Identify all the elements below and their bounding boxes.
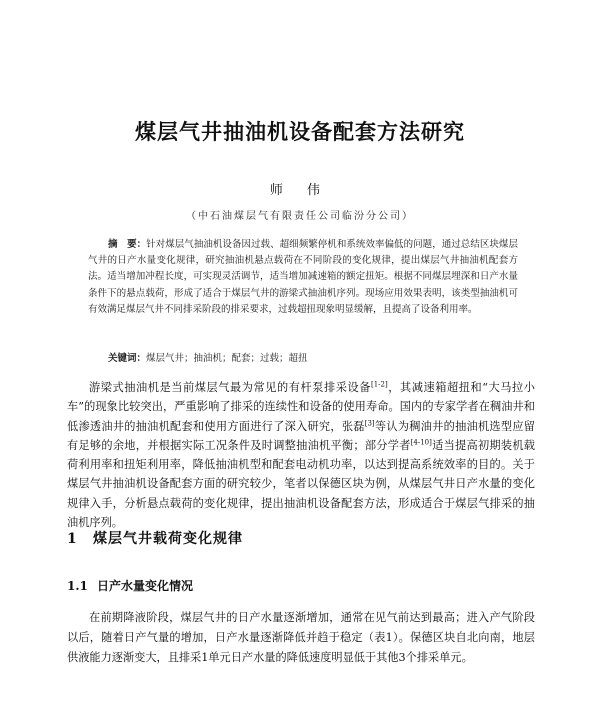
abstract bbox=[88, 237, 518, 318]
section-title: 煤层气井载荷变化规律 bbox=[93, 531, 243, 547]
abstract-label: 摘 要： bbox=[108, 239, 147, 250]
paper-title: 煤层气井抽油机设备配套方法研究 bbox=[135, 120, 465, 144]
subsection-title: 日产水量变化情况 bbox=[97, 579, 194, 593]
intro-text-4: 适当提高初期装机载荷利用率和扭矩利用率，降低抽油机型和配套电动机功率，以达到提高系统效率的目的。关于煤层气井抽油机设备配套方面的研究较少，笔者以保德区块为例，从煤层气井日产水量的变化规律入手，分析悬点载荷的变化规律，提出抽油机设备配套方法，形成适合于煤层气排采的抽油机序列。 bbox=[67, 438, 535, 530]
intro-text-2: ，其减速箱超扭和“大马拉小车”的现象比较突出，严重影响了排采的连续性和设备的使用寿命。国内的专家学者在稠油井和低渗透油井的抽油机配套和使用方面进行了深入研究，张磊 bbox=[67, 381, 535, 433]
introduction-paragraph bbox=[67, 378, 535, 532]
keywords-text: 煤层气井；抽油机；配套；过载；超扭 bbox=[146, 353, 308, 364]
subsection-heading bbox=[67, 577, 193, 594]
citation-ref: [3] bbox=[364, 418, 375, 427]
subsection-number: 1.1 bbox=[67, 579, 88, 593]
subsection-paragraph: 在前期降液阶段，煤层气井的日产水量逐渐增加，通常在见气前达到最高；进入产气阶段以后，随着日产气量的增加，日产水量逐渐降低并趋于稳定（表1）。保德区块自北向南，地层供液能力逐渐变大，且排采1单元日产水量的降低速度明显低于其他3个排采单元。 bbox=[67, 611, 535, 664]
citation-ref: [1-2] bbox=[370, 380, 388, 389]
intro-text-3: 等认为稠油井的抽油机选型应留有足够的余地，并根据实际工况条件及时调整抽油机平衡；部分学者 bbox=[67, 419, 535, 452]
citation-ref: [4-10] bbox=[410, 438, 432, 447]
abstract-text: 针对煤层气抽油机设备因过载、超细频繁停机和系统效率偏低的问题，通过总结区块煤层气井的日产水量变化规律，研究抽油机悬点载荷在不同阶段的变化规律，提出煤层气井抽油机配套方法。适当增加冲程长度，可实现灵活调节，适当增加减速箱的额定扭矩。根据不同煤层埋深和日产水量条件下的悬点载荷，形成了适合于煤层气井的游梁式抽油机序列。现场应用效果表明，该类型抽油机可有效满足煤层气井不同排采阶段的排采要求，过载超扭现象明显缓解，且提高了设备利用率。 bbox=[88, 239, 518, 315]
section-number: 1 bbox=[67, 531, 78, 547]
intro-text-1: 游梁式抽油机是当前煤层气最为常见的有杆泵排采设备 bbox=[89, 381, 371, 394]
author-name: 师 伟 bbox=[269, 183, 331, 198]
keywords-label: 关键词： bbox=[108, 353, 147, 364]
keywords bbox=[108, 350, 528, 364]
section-heading bbox=[67, 528, 243, 548]
author-affiliation: （中石油煤层气有限责任公司临汾分公司） bbox=[186, 211, 414, 222]
